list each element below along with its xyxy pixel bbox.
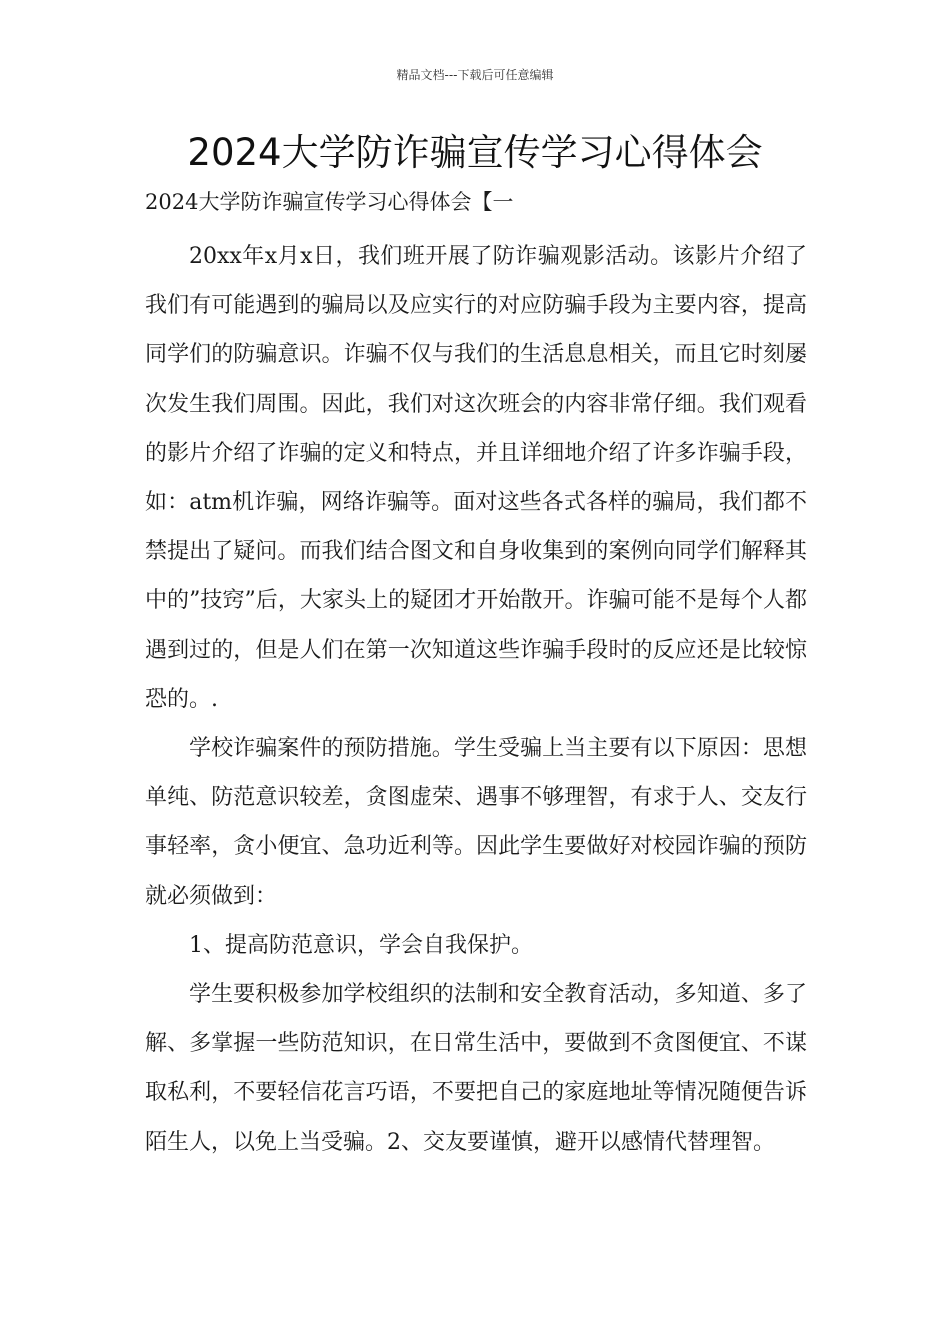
paragraph-prevention: 学校诈骗案件的预防措施。学生受骗上当主要有以下原因：思想单纯、防范意识较差，贪图虚荣、遇事不够理智，有求于人、交友行事轻率，贪小便宜、急功近利等。因此学生要做好对校园诈骗的预防就必须做到： — [145, 736, 807, 909]
paragraph-point-1: 1、提高防范意识，学会自我保护。 — [189, 932, 533, 958]
document-body — [145, 232, 807, 1167]
document-subtitle: 2024大学防诈骗宣传学习心得体会【一 — [145, 190, 514, 214]
paragraph-point-1-detail: 学生要积极参加学校组织的法制和安全教育活动，多知道、多了解、多掌握一些防范知识，在日常生活中，要做到不贪图便宜、不谋取私利，不要轻信花言巧语，不要把自己的家庭地址等情况随便告诉陌生人，以免上当受骗。2、交友要谨慎，避开以感情代替理智。 — [145, 982, 807, 1155]
document-title: 2024大学防诈骗宣传学习心得体会 — [187, 131, 763, 174]
header-note: 精品文档---下载后可任意编辑 — [396, 68, 554, 82]
paragraph-intro: 20xx年x月x日，我们班开展了防诈骗观影活动。该影片介绍了我们有可能遇到的骗局以及应实行的对应防骗手段为主要内容，提高同学们的防骗意识。诈骗不仅与我们的生活息息相关，而且它时刻屡次发生我们周围。因此，我们对这次班会的内容非常仔细。我们观看的影片介绍了诈骗的定义和特点，并且详细地介绍了许多诈骗手段，如：atm机诈骗，网络诈骗等。面对这些各式各样的骗局，我们都不禁提出了疑问。而我们结合图文和自身收集到的案例向同学们解释其中的”技窍”后，大家头上的疑团才开始散开。诈骗可能不是每个人都遇到过的，但是人们在第一次知道这些诈骗手段时的反应还是比较惊恐的。. — [145, 244, 807, 712]
